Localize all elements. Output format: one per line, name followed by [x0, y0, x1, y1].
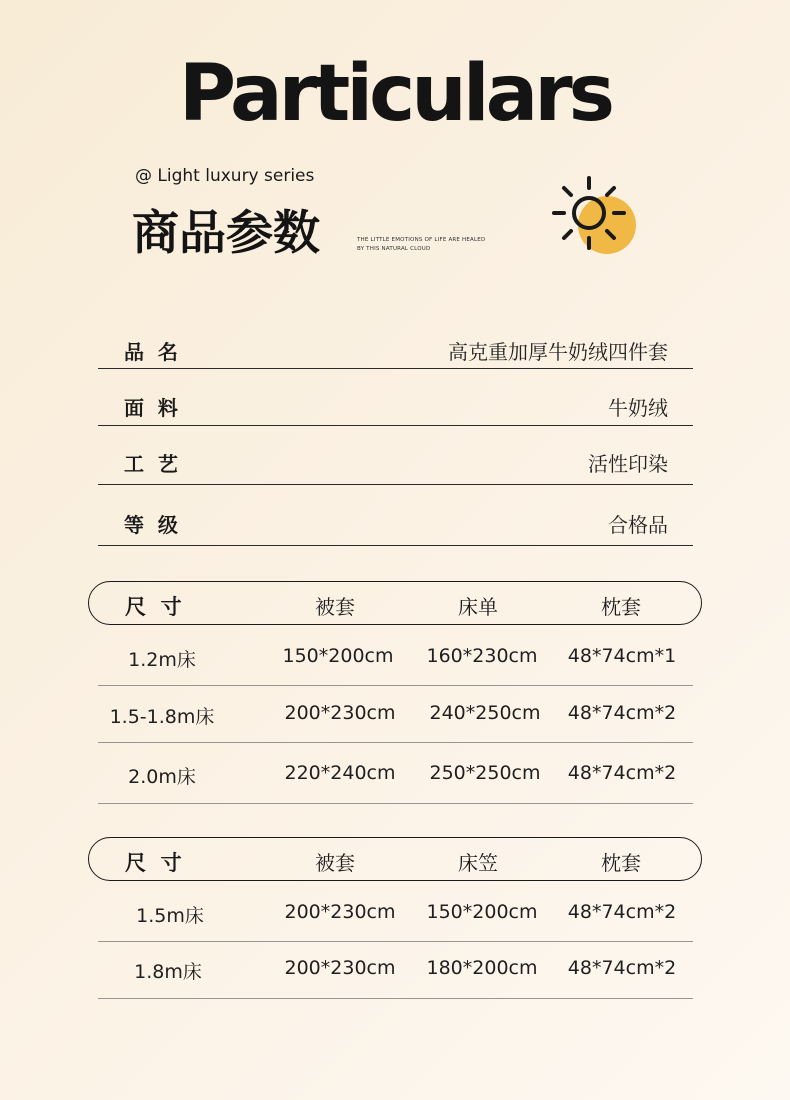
spec-value: 牛奶绒: [608, 396, 668, 420]
table-cell: 150*200cm: [282, 645, 394, 667]
table1-header-col: 枕套: [601, 595, 641, 619]
table2-header: [88, 837, 702, 881]
table-cell: 150*200cm: [426, 901, 538, 923]
page-title-en: Particulars: [178, 49, 612, 139]
spec-row-name: [98, 330, 693, 369]
table-cell: 48*74cm*2: [567, 702, 677, 724]
spec-value: 高克重加厚牛奶绒四件套: [448, 340, 668, 364]
spec-value: 活性印染: [588, 452, 668, 476]
table2-header-col: 床笠: [458, 851, 498, 875]
table-cell: 48*74cm*1: [567, 645, 677, 667]
spec-label: 品 名: [124, 340, 178, 364]
table1-header: [88, 581, 702, 625]
table-cell: 1.5-1.8m床: [109, 706, 215, 728]
spec-row-grade: [98, 502, 693, 546]
spec-row-craft: [98, 441, 693, 485]
table-cell: 220*240cm: [284, 762, 396, 784]
table-divider: [98, 685, 693, 686]
table-cell: 1.2m床: [128, 649, 196, 671]
table-cell: 48*74cm*2: [567, 957, 677, 979]
table-divider: [98, 998, 693, 999]
table-cell: 160*230cm: [426, 645, 538, 667]
table2-header-size: 尺 寸: [125, 851, 182, 875]
tagline-line-2: BY THIS NATURAL CLOUD: [357, 246, 431, 252]
table-divider: [98, 742, 693, 743]
table-cell: 1.5m床: [136, 905, 204, 927]
table-cell: 250*250cm: [429, 762, 541, 784]
sun-icon: [545, 170, 645, 260]
table-cell: 48*74cm*2: [567, 762, 677, 784]
table2-header-col: 枕套: [601, 851, 641, 875]
spec-label: 面 料: [124, 396, 178, 420]
tagline: [357, 236, 485, 254]
table1-header-col: 床单: [458, 595, 498, 619]
tagline-line-1: THE LITTLE EMOTIONS OF LIFE ARE HEALED: [357, 237, 486, 243]
table-divider: [98, 803, 693, 804]
table2-header-col: 被套: [315, 851, 355, 875]
series-label: @ Light luxury series: [135, 166, 315, 186]
table-cell: 2.0m床: [128, 766, 196, 788]
table-divider: [98, 941, 693, 942]
spec-label: 工 艺: [124, 452, 178, 476]
table1-header-col: 被套: [315, 595, 355, 619]
table-cell: 48*74cm*2: [567, 901, 677, 923]
table-cell: 180*200cm: [426, 957, 538, 979]
table-cell: 240*250cm: [429, 702, 541, 724]
table-cell: 200*230cm: [284, 702, 396, 724]
spec-label: 等 级: [124, 513, 178, 537]
table-cell: 1.8m床: [134, 961, 202, 983]
table-cell: 200*230cm: [284, 901, 396, 923]
table1-header-size: 尺 寸: [125, 595, 182, 619]
spec-row-fabric: [98, 386, 693, 426]
table-cell: 200*230cm: [284, 957, 396, 979]
spec-value: 合格品: [608, 513, 668, 537]
page-title-cn: 商品参数: [132, 206, 320, 261]
